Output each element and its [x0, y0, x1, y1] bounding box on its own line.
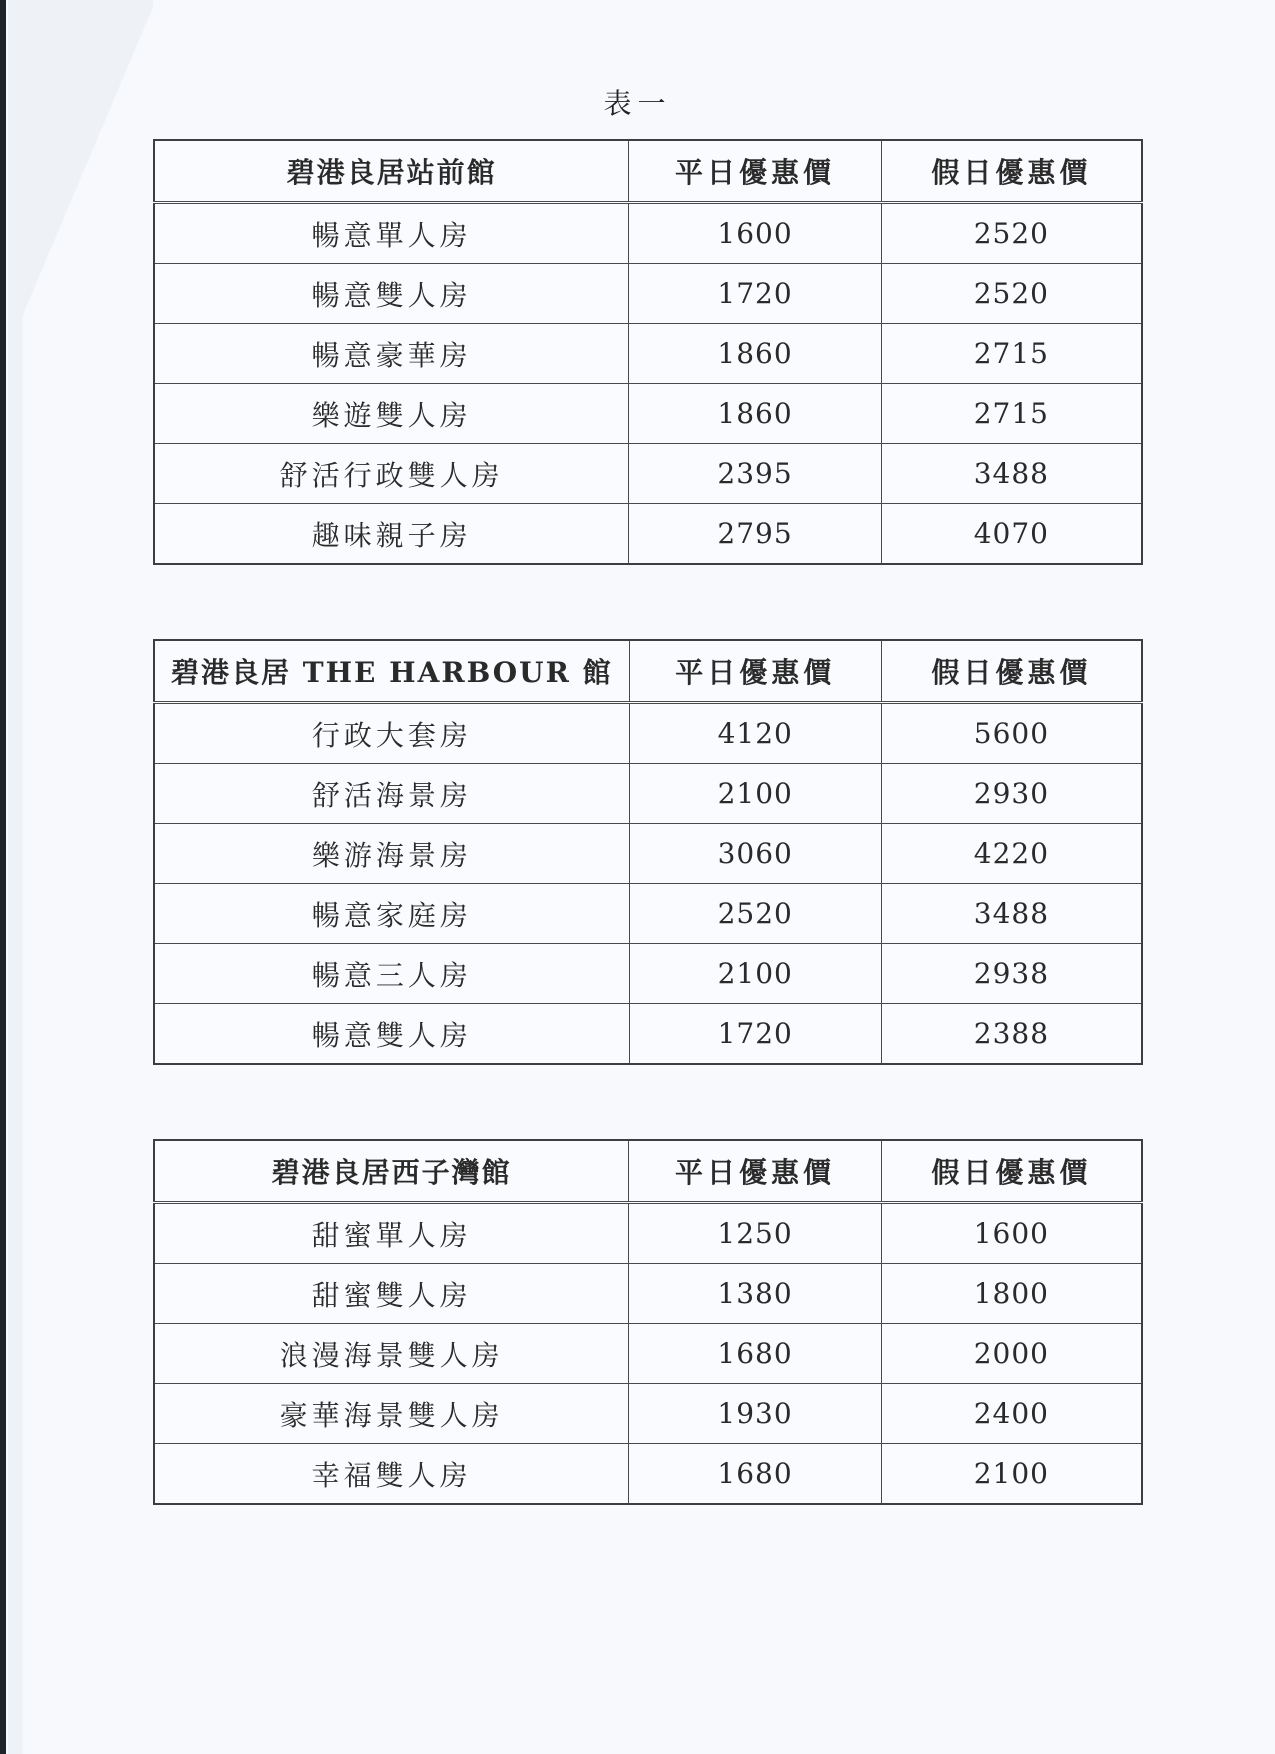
- weekend-price: 1600: [881, 1203, 1142, 1264]
- weekend-price: 2000: [881, 1324, 1142, 1384]
- table-row: [154, 1004, 1142, 1065]
- weekday-price: 3060: [629, 824, 881, 884]
- table-row: [154, 324, 1142, 384]
- room-name: 浪漫海景雙人房: [154, 1324, 629, 1384]
- weekend-price: 3488: [881, 444, 1142, 504]
- weekend-price: 2400: [881, 1384, 1142, 1444]
- hotel-name-header: 碧港良居 THE HARBOUR 館: [154, 640, 629, 703]
- room-name: 樂游海景房: [154, 824, 629, 884]
- table-row: [154, 764, 1142, 824]
- room-name: 樂遊雙人房: [154, 384, 629, 444]
- weekday-price: 4120: [629, 703, 881, 764]
- table-row: [154, 824, 1142, 884]
- weekday-price: 1860: [629, 384, 881, 444]
- hotel-name-header: 碧港良居西子灣館: [154, 1140, 629, 1203]
- weekend-price: 2100: [881, 1444, 1142, 1505]
- weekend-price: 2930: [881, 764, 1142, 824]
- table-row: [154, 884, 1142, 944]
- room-name: 舒活海景房: [154, 764, 629, 824]
- weekday-price: 1680: [629, 1444, 881, 1505]
- weekday-price: 1600: [629, 203, 881, 264]
- room-name: 甜蜜雙人房: [154, 1264, 629, 1324]
- table-row: [154, 703, 1142, 764]
- room-name: 豪華海景雙人房: [154, 1384, 629, 1444]
- price-table-sizihwan: [153, 1139, 1143, 1505]
- weekday-price: 1930: [629, 1384, 881, 1444]
- room-name: 舒活行政雙人房: [154, 444, 629, 504]
- table-row: [154, 203, 1142, 264]
- weekday-price: 1680: [629, 1324, 881, 1384]
- document-title: 表一: [603, 87, 672, 120]
- weekday-price: 1380: [629, 1264, 881, 1324]
- table-header-row: [154, 640, 1142, 703]
- weekend-price: 5600: [881, 703, 1142, 764]
- weekend-price: 2520: [881, 264, 1142, 324]
- weekend-price-header: 假日優惠價: [881, 1140, 1142, 1203]
- table-row: [154, 1264, 1142, 1324]
- weekend-price: 2715: [881, 324, 1142, 384]
- weekend-price: 3488: [881, 884, 1142, 944]
- room-name: 暢意家庭房: [154, 884, 629, 944]
- weekend-price: 4220: [881, 824, 1142, 884]
- weekend-price: 2388: [881, 1004, 1142, 1065]
- weekday-price: 1250: [629, 1203, 881, 1264]
- table-header-row: [154, 1140, 1142, 1203]
- room-name: 幸福雙人房: [154, 1444, 629, 1505]
- weekday-price-header: 平日優惠價: [629, 640, 881, 703]
- table-row: [154, 1324, 1142, 1384]
- table-row: [154, 504, 1142, 565]
- table-row: [154, 384, 1142, 444]
- price-table-station: [153, 139, 1143, 565]
- weekend-price: 2715: [881, 384, 1142, 444]
- weekday-price-header: 平日優惠價: [629, 1140, 881, 1203]
- table-row: [154, 1203, 1142, 1264]
- weekday-price: 1860: [629, 324, 881, 384]
- weekday-price-header: 平日優惠價: [629, 140, 881, 203]
- hotel-name-header: 碧港良居站前館: [154, 140, 629, 203]
- weekend-price: 2938: [881, 944, 1142, 1004]
- weekday-price: 1720: [629, 1004, 881, 1065]
- table-header-row: [154, 140, 1142, 203]
- weekend-price-header: 假日優惠價: [881, 640, 1142, 703]
- room-name: 暢意三人房: [154, 944, 629, 1004]
- weekend-price-header: 假日優惠價: [881, 140, 1142, 203]
- room-name: 暢意豪華房: [154, 324, 629, 384]
- weekday-price: 2100: [629, 944, 881, 1004]
- price-table-harbour: [153, 639, 1143, 1065]
- room-name: 暢意雙人房: [154, 1004, 629, 1065]
- table-row: [154, 944, 1142, 1004]
- room-name: 甜蜜單人房: [154, 1203, 629, 1264]
- weekday-price: 2395: [629, 444, 881, 504]
- weekday-price: 2100: [629, 764, 881, 824]
- table-row: [154, 444, 1142, 504]
- room-name: 行政大套房: [154, 703, 629, 764]
- weekday-price: 2795: [629, 504, 881, 565]
- room-name: 暢意雙人房: [154, 264, 629, 324]
- table-row: [154, 1444, 1142, 1505]
- weekend-price: 4070: [881, 504, 1142, 565]
- room-name: 暢意單人房: [154, 203, 629, 264]
- table-row: [154, 1384, 1142, 1444]
- room-name: 趣味親子房: [154, 504, 629, 565]
- weekend-price: 1800: [881, 1264, 1142, 1324]
- weekend-price: 2520: [881, 203, 1142, 264]
- weekday-price: 1720: [629, 264, 881, 324]
- table-row: [154, 264, 1142, 324]
- weekday-price: 2520: [629, 884, 881, 944]
